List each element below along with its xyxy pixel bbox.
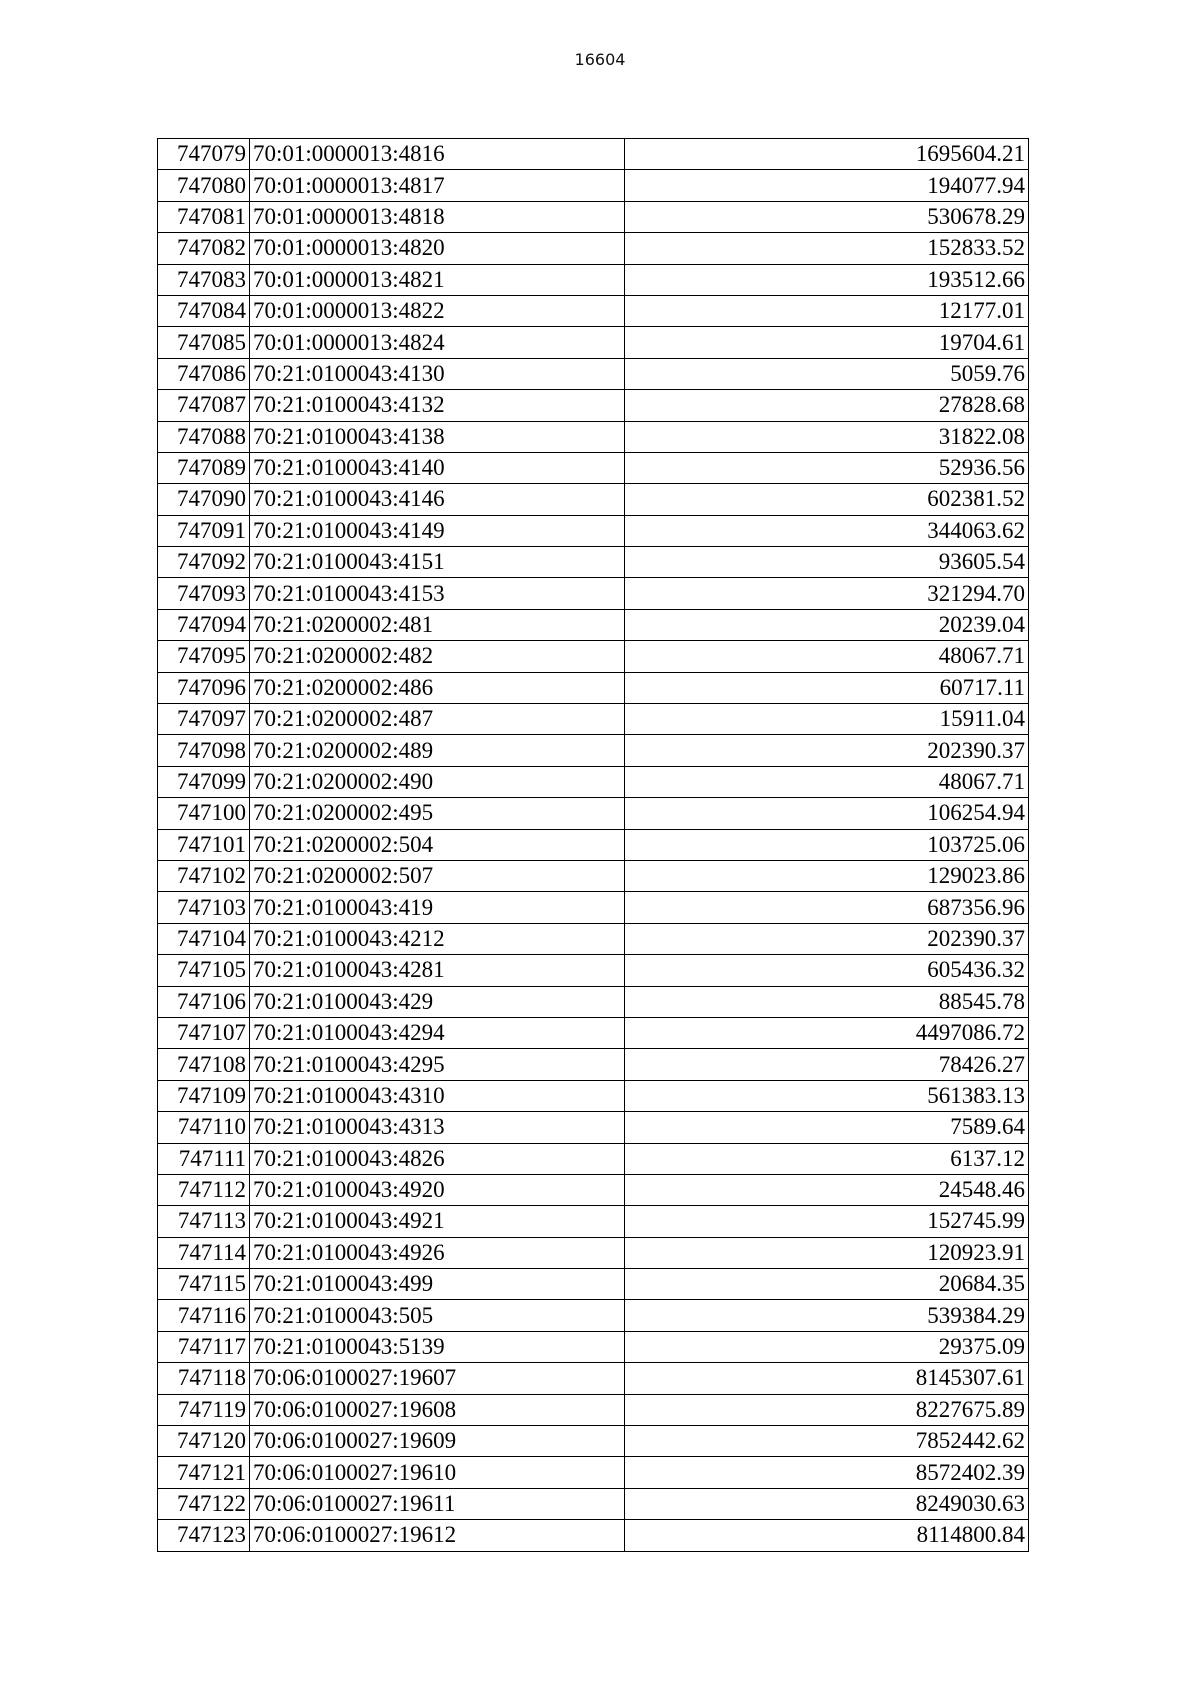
- cadastral-number-cell: 70:21:0200002:507: [250, 860, 625, 891]
- cadastral-number-cell: 70:21:0100043:499: [250, 1269, 625, 1300]
- cadastral-number-cell: 70:21:0100043:4921: [250, 1206, 625, 1237]
- table-row: [158, 358, 1029, 389]
- value-cell: 8227675.89: [625, 1394, 1029, 1425]
- value-cell: 93605.54: [625, 547, 1029, 578]
- cadastral-number-cell: 70:21:0100043:4310: [250, 1080, 625, 1111]
- cadastral-number-cell: 70:01:0000013:4816: [250, 139, 625, 170]
- cadastral-number-cell: 70:21:0100043:429: [250, 986, 625, 1017]
- row-number-cell: 747117: [158, 1331, 250, 1362]
- table-row: [158, 233, 1029, 264]
- row-number-cell: 747121: [158, 1457, 250, 1488]
- row-number-cell: 747090: [158, 484, 250, 515]
- value-cell: 120923.91: [625, 1237, 1029, 1268]
- row-number-cell: 747084: [158, 295, 250, 326]
- value-cell: 1695604.21: [625, 139, 1029, 170]
- value-cell: 20684.35: [625, 1269, 1029, 1300]
- row-number-cell: 747089: [158, 452, 250, 483]
- row-number-cell: 747122: [158, 1488, 250, 1519]
- row-number-cell: 747086: [158, 358, 250, 389]
- cadastral-number-cell: 70:21:0100043:505: [250, 1300, 625, 1331]
- table-row: [158, 1394, 1029, 1425]
- value-cell: 106254.94: [625, 798, 1029, 829]
- table-row: [158, 1049, 1029, 1080]
- cadastral-number-cell: 70:21:0100043:4153: [250, 578, 625, 609]
- table-row: [158, 1269, 1029, 1300]
- value-cell: 129023.86: [625, 860, 1029, 891]
- row-number-cell: 747118: [158, 1363, 250, 1394]
- table-row: [158, 860, 1029, 891]
- cadastral-number-cell: 70:21:0200002:486: [250, 672, 625, 703]
- cadastral-number-cell: 70:21:0100043:4294: [250, 1017, 625, 1048]
- table-row: [158, 264, 1029, 295]
- table-row: [158, 798, 1029, 829]
- row-number-cell: 747099: [158, 766, 250, 797]
- cadastral-number-cell: 70:21:0100043:4826: [250, 1143, 625, 1174]
- table-row: [158, 1520, 1029, 1551]
- value-cell: 8249030.63: [625, 1488, 1029, 1519]
- cadastral-number-cell: 70:01:0000013:4824: [250, 327, 625, 358]
- row-number-cell: 747104: [158, 923, 250, 954]
- table-row: [158, 201, 1029, 232]
- table-row: [158, 515, 1029, 546]
- value-cell: 31822.08: [625, 421, 1029, 452]
- row-number-cell: 747088: [158, 421, 250, 452]
- value-cell: 152833.52: [625, 233, 1029, 264]
- table-row: [158, 139, 1029, 170]
- value-cell: 605436.32: [625, 955, 1029, 986]
- row-number-cell: 747106: [158, 986, 250, 1017]
- table-row: [158, 923, 1029, 954]
- cadastral-number-cell: 70:21:0100043:4920: [250, 1174, 625, 1205]
- value-cell: 103725.06: [625, 829, 1029, 860]
- table-row: [158, 452, 1029, 483]
- cadastral-number-cell: 70:21:0100043:4926: [250, 1237, 625, 1268]
- table-row: [158, 1174, 1029, 1205]
- row-number-cell: 747103: [158, 892, 250, 923]
- table-row: [158, 390, 1029, 421]
- row-number-cell: 747111: [158, 1143, 250, 1174]
- value-cell: 52936.56: [625, 452, 1029, 483]
- cadastral-number-cell: 70:21:0100043:4140: [250, 452, 625, 483]
- row-number-cell: 747097: [158, 704, 250, 735]
- value-cell: 8145307.61: [625, 1363, 1029, 1394]
- value-cell: 152745.99: [625, 1206, 1029, 1237]
- row-number-cell: 747105: [158, 955, 250, 986]
- value-cell: 8114800.84: [625, 1520, 1029, 1551]
- registry-table-body: [158, 139, 1029, 1552]
- table-row: [158, 829, 1029, 860]
- row-number-cell: 747093: [158, 578, 250, 609]
- value-cell: 194077.94: [625, 170, 1029, 201]
- value-cell: 88545.78: [625, 986, 1029, 1017]
- cadastral-number-cell: 70:21:0100043:4313: [250, 1112, 625, 1143]
- value-cell: 344063.62: [625, 515, 1029, 546]
- table-row: [158, 1488, 1029, 1519]
- row-number-cell: 747082: [158, 233, 250, 264]
- cadastral-number-cell: 70:21:0100043:4130: [250, 358, 625, 389]
- table-row: [158, 1237, 1029, 1268]
- value-cell: 60717.11: [625, 672, 1029, 703]
- row-number-cell: 747120: [158, 1426, 250, 1457]
- table-row: [158, 609, 1029, 640]
- value-cell: 48067.71: [625, 641, 1029, 672]
- cadastral-number-cell: 70:21:0100043:4149: [250, 515, 625, 546]
- value-cell: 530678.29: [625, 201, 1029, 232]
- value-cell: 687356.96: [625, 892, 1029, 923]
- cadastral-number-cell: 70:21:0200002:489: [250, 735, 625, 766]
- cadastral-number-cell: 70:21:0200002:487: [250, 704, 625, 735]
- table-row: [158, 641, 1029, 672]
- value-cell: 78426.27: [625, 1049, 1029, 1080]
- registry-table: [157, 138, 1029, 1552]
- row-number-cell: 747102: [158, 860, 250, 891]
- value-cell: 24548.46: [625, 1174, 1029, 1205]
- table-row: [158, 735, 1029, 766]
- cadastral-number-cell: 70:21:0100043:4295: [250, 1049, 625, 1080]
- table-row: [158, 1300, 1029, 1331]
- row-number-cell: 747081: [158, 201, 250, 232]
- value-cell: 602381.52: [625, 484, 1029, 515]
- table-row: [158, 1363, 1029, 1394]
- page-number: 16604: [574, 50, 626, 69]
- cadastral-number-cell: 70:06:0100027:19607: [250, 1363, 625, 1394]
- row-number-cell: 747108: [158, 1049, 250, 1080]
- cadastral-number-cell: 70:21:0100043:419: [250, 892, 625, 923]
- value-cell: 19704.61: [625, 327, 1029, 358]
- row-number-cell: 747110: [158, 1112, 250, 1143]
- cadastral-number-cell: 70:01:0000013:4821: [250, 264, 625, 295]
- value-cell: 5059.76: [625, 358, 1029, 389]
- row-number-cell: 747094: [158, 609, 250, 640]
- row-number-cell: 747114: [158, 1237, 250, 1268]
- row-number-cell: 747080: [158, 170, 250, 201]
- table-row: [158, 892, 1029, 923]
- value-cell: 27828.68: [625, 390, 1029, 421]
- table-row: [158, 547, 1029, 578]
- row-number-cell: 747091: [158, 515, 250, 546]
- row-number-cell: 747119: [158, 1394, 250, 1425]
- cadastral-number-cell: 70:06:0100027:19610: [250, 1457, 625, 1488]
- cadastral-number-cell: 70:01:0000013:4817: [250, 170, 625, 201]
- table-row: [158, 986, 1029, 1017]
- value-cell: 48067.71: [625, 766, 1029, 797]
- table-row: [158, 1206, 1029, 1237]
- cadastral-number-cell: 70:21:0200002:490: [250, 766, 625, 797]
- row-number-cell: 747096: [158, 672, 250, 703]
- table-row: [158, 421, 1029, 452]
- row-number-cell: 747116: [158, 1300, 250, 1331]
- value-cell: 8572402.39: [625, 1457, 1029, 1488]
- cadastral-number-cell: 70:21:0200002:482: [250, 641, 625, 672]
- table-row: [158, 578, 1029, 609]
- cadastral-number-cell: 70:01:0000013:4822: [250, 295, 625, 326]
- row-number-cell: 747101: [158, 829, 250, 860]
- table-row: [158, 955, 1029, 986]
- table-row: [158, 170, 1029, 201]
- row-number-cell: 747112: [158, 1174, 250, 1205]
- table-row: [158, 484, 1029, 515]
- table-row: [158, 1457, 1029, 1488]
- table-row: [158, 1143, 1029, 1174]
- table-row: [158, 1331, 1029, 1362]
- value-cell: 321294.70: [625, 578, 1029, 609]
- value-cell: 29375.09: [625, 1331, 1029, 1362]
- row-number-cell: 747113: [158, 1206, 250, 1237]
- row-number-cell: 747100: [158, 798, 250, 829]
- row-number-cell: 747123: [158, 1520, 250, 1551]
- cadastral-number-cell: 70:21:0100043:4281: [250, 955, 625, 986]
- cadastral-number-cell: 70:06:0100027:19611: [250, 1488, 625, 1519]
- table-row: [158, 1426, 1029, 1457]
- row-number-cell: 747107: [158, 1017, 250, 1048]
- row-number-cell: 747083: [158, 264, 250, 295]
- cadastral-number-cell: 70:06:0100027:19608: [250, 1394, 625, 1425]
- table-row: [158, 327, 1029, 358]
- table-row: [158, 1112, 1029, 1143]
- value-cell: 12177.01: [625, 295, 1029, 326]
- row-number-cell: 747095: [158, 641, 250, 672]
- cadastral-number-cell: 70:21:0200002:504: [250, 829, 625, 860]
- value-cell: 539384.29: [625, 1300, 1029, 1331]
- table-row: [158, 1080, 1029, 1111]
- value-cell: 4497086.72: [625, 1017, 1029, 1048]
- cadastral-number-cell: 70:01:0000013:4820: [250, 233, 625, 264]
- row-number-cell: 747085: [158, 327, 250, 358]
- cadastral-number-cell: 70:21:0100043:5139: [250, 1331, 625, 1362]
- cadastral-number-cell: 70:21:0100043:4132: [250, 390, 625, 421]
- value-cell: 561383.13: [625, 1080, 1029, 1111]
- cadastral-number-cell: 70:21:0200002:481: [250, 609, 625, 640]
- value-cell: 202390.37: [625, 735, 1029, 766]
- row-number-cell: 747092: [158, 547, 250, 578]
- row-number-cell: 747115: [158, 1269, 250, 1300]
- value-cell: 202390.37: [625, 923, 1029, 954]
- table-row: [158, 672, 1029, 703]
- table-row: [158, 1017, 1029, 1048]
- value-cell: 15911.04: [625, 704, 1029, 735]
- cadastral-number-cell: 70:21:0100043:4151: [250, 547, 625, 578]
- table-row: [158, 704, 1029, 735]
- cadastral-number-cell: 70:21:0200002:495: [250, 798, 625, 829]
- value-cell: 7589.64: [625, 1112, 1029, 1143]
- value-cell: 6137.12: [625, 1143, 1029, 1174]
- row-number-cell: 747087: [158, 390, 250, 421]
- cadastral-number-cell: 70:21:0100043:4146: [250, 484, 625, 515]
- cadastral-number-cell: 70:06:0100027:19612: [250, 1520, 625, 1551]
- table-row: [158, 295, 1029, 326]
- value-cell: 20239.04: [625, 609, 1029, 640]
- cadastral-number-cell: 70:06:0100027:19609: [250, 1426, 625, 1457]
- value-cell: 193512.66: [625, 264, 1029, 295]
- value-cell: 7852442.62: [625, 1426, 1029, 1457]
- cadastral-number-cell: 70:21:0100043:4138: [250, 421, 625, 452]
- cadastral-number-cell: 70:01:0000013:4818: [250, 201, 625, 232]
- cadastral-number-cell: 70:21:0100043:4212: [250, 923, 625, 954]
- row-number-cell: 747109: [158, 1080, 250, 1111]
- table-row: [158, 766, 1029, 797]
- row-number-cell: 747098: [158, 735, 250, 766]
- row-number-cell: 747079: [158, 139, 250, 170]
